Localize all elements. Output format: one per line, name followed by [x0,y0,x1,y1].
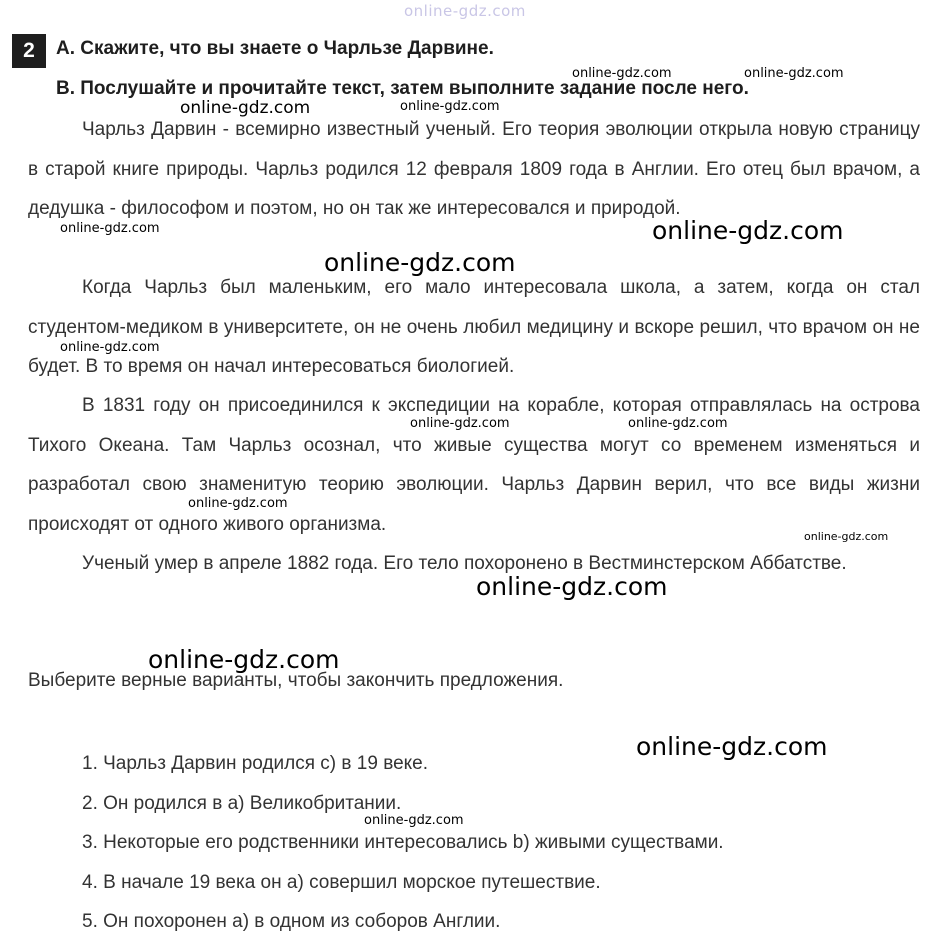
text-paragraph-1: Чарльз Дарвин - всемирно известный ученый. Его теория эволюции открыла новую страницу в старой книге природы. Чарльз родился 12 февраля 1809 года в Англии. Его отец был врачом, а дедушка - философом и поэтом, но он так же интересовался и природой. [28,119,920,219]
watermark: online-gdz.com [804,530,889,543]
answer-item-4: 4. В начале 19 века он a) совершил морское путешествие. [82,871,601,893]
exercise-instruction: Выберите верные варианты, чтобы закончить предложения. [28,670,564,691]
watermark: online-gdz.com [476,572,668,601]
watermark: online-gdz.com [324,248,516,277]
text-paragraph-4: Ученый умер в апреле 1882 года. Его тело похоронено в Вестминстерском Аббатстве. [82,553,847,574]
watermark: online-gdz.com [628,416,728,431]
answer-item-1: 1. Чарльз Дарвин родился c) в 19 веке. [82,753,429,774]
task-number-badge: 2 [12,34,46,68]
text-paragraph-3: В 1831 году он присоединился к экспедиции на корабле, которая отправлялась на острова Тихого Океана. Там Чарльз осознал, что живые существа могут со временем изменяться и разработал свою знаменитую теорию эволюции. Чарльз Дарвин верил, что все виды жизни происходят от одного живого организма. [28,395,920,535]
watermark: online-gdz.com [364,813,464,828]
watermark: online-gdz.com [180,98,311,118]
task-part-a: A. Скажите, что вы знаете о Чарльзе Дарвине. [56,38,494,59]
watermark: online-gdz.com [148,645,340,674]
watermark: online-gdz.com [572,66,672,81]
watermark: online-gdz.com [60,340,160,355]
watermark: online-gdz.com [744,66,844,81]
watermark: online-gdz.com [188,496,288,511]
answer-item-5: 5. Он похоронен a) в одном из соборов Англии. [82,911,501,933]
watermark: online-gdz.com [652,216,844,245]
watermark: online-gdz.com [60,221,160,236]
task-part-b: B. Послушайте и прочитайте текст, затем выполните задание после него. [56,78,749,99]
top-watermark: online-gdz.com [404,2,526,20]
watermark: online-gdz.com [636,732,828,761]
text-paragraph-2: Когда Чарльз был маленьким, его мало интересовала школа, а затем, когда он стал студентом-медиком в университете, он не очень любил медицину и вскоре решил, что врачом он не будет. В то время он начал интересоваться биологией. [28,277,920,377]
watermark: online-gdz.com [400,99,500,114]
answer-list [82,744,724,942]
answer-item-2: 2. Он родился в a) Великобритании. [82,792,402,814]
answer-item-3: 3. Некоторые его родственники интересовались b) живыми существами. [82,832,724,854]
watermark: online-gdz.com [410,416,510,431]
